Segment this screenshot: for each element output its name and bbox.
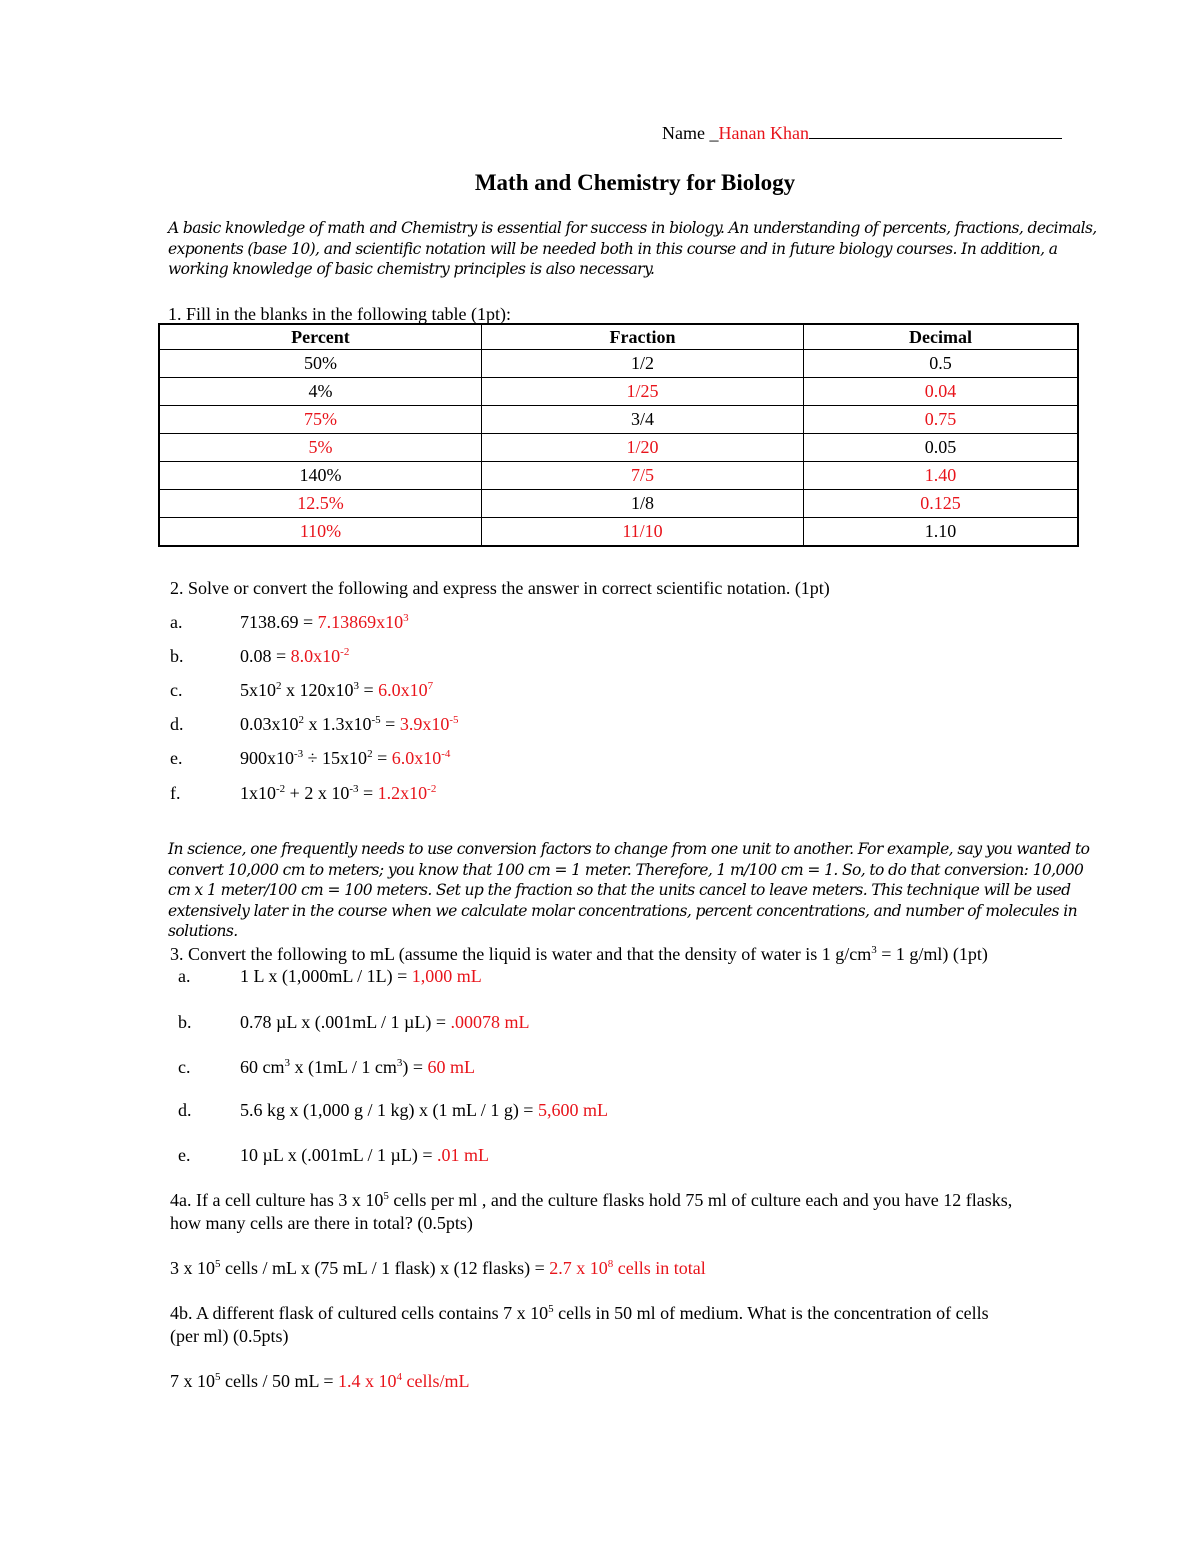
q2-item-answer: $6.0x10^{-4}$	[391, 748, 451, 768]
cell-decimal: 0.04	[804, 378, 1079, 406]
cell-percent: 12.5%	[159, 490, 482, 518]
cell-fraction: 1/8	[482, 490, 804, 518]
cell-fraction: 1/2	[482, 350, 804, 378]
q3-item-expression: 10 µL x (.001mL / 1 µL) = .01 mL	[240, 1145, 490, 1165]
q2-item-answer: $8.0x10^{-2}$	[290, 646, 350, 666]
cell-decimal: 1.10	[804, 518, 1079, 547]
cell-fraction: 1/20	[482, 434, 804, 462]
q3-item-expression: 60 $cm^3$ x (1mL / 1 $cm^3) = 60$ mL	[240, 1057, 475, 1077]
q3-item-label: d.	[178, 1100, 192, 1120]
q2-item-expression: $1x10^{-2} + 2$ x $10^{-3} = 1.2x10^{-2}$	[240, 783, 437, 803]
cell-percent: 5%	[159, 434, 482, 462]
q3-item-expression: 1 L x (1,000mL / 1L) = 1,000 mL	[240, 966, 482, 986]
q2-item-label: c.	[170, 680, 183, 700]
conversion-table	[158, 323, 1079, 547]
header-percent: Percent	[159, 324, 482, 350]
table-row	[159, 518, 1078, 547]
table-row	[159, 406, 1078, 434]
q2-item-label: e.	[170, 748, 183, 768]
q2-item-expression: $5x10^2$ x $120x10^3 = 6.0x10^7$	[240, 680, 434, 700]
table-row	[159, 434, 1078, 462]
cell-decimal: 0.125	[804, 490, 1079, 518]
table-body	[159, 350, 1078, 547]
header-fraction: Fraction	[482, 324, 804, 350]
q1-prompt: 1. Fill in the blanks in the following table (1pt):	[168, 304, 511, 324]
table-row	[159, 490, 1078, 518]
q4b-answer-line	[170, 1371, 469, 1392]
conversion-note: In science, one frequently needs to use conversion factors to change from one unit to another. For example, say you wanted to convert 10,000 cm to meters; you know that 100 cm = 1 meter. Therefore, 1 m/100 cm = 1. So, to do that conversion: 10,000 cm x 1 meter/100 cm = 100 meters. Set up the fraction so that the units cancel to leave meters. This technique will be used extensively later in the course when we calculate molar concentrations, percent concentrations, and number of molecules in solutions.	[168, 840, 1090, 940]
q3-item-answer: .00078 mL	[450, 1012, 530, 1032]
header-decimal: Decimal	[804, 324, 1079, 350]
q2-item-label: d.	[170, 714, 184, 734]
table-row	[159, 462, 1078, 490]
q2-item-expression: $0.03x10^2$ x $1.3x10^{-5} = 3.9x10^{-5}$	[240, 714, 459, 734]
q3-item-label: e.	[178, 1145, 191, 1165]
q2-item-expression: $900x10^{-3} \div 15x10^2 = 6.0x10^{-4}$	[240, 748, 451, 768]
q3-item-answer: .01 mL	[437, 1145, 490, 1165]
q3-prompt: 3. Convert the following to mL (assume the liquid is water and that the density of water is 1 $g/cm^3 = 1$ g/ml) (1pt)	[170, 944, 988, 964]
q3-item-label: a.	[178, 966, 191, 986]
page-title: Math and Chemistry for Biology	[474, 170, 796, 195]
q4a-work: 3 x $10^5$ cells / mL x (75 mL / 1 flask) x (12 flasks) =	[170, 1258, 550, 1278]
q2-item-label: b.	[170, 646, 184, 666]
q2-item-answer: $6.0x10^7$	[378, 680, 434, 700]
cell-percent: 50%	[159, 350, 482, 378]
name-label: Name _	[662, 123, 719, 143]
cell-decimal: 0.05	[804, 434, 1079, 462]
cell-decimal: 1.40	[804, 462, 1079, 490]
name-underline	[809, 124, 1062, 139]
q2-item-expression: $0.08 = 8.0x10^{-2}$	[240, 646, 350, 666]
q4b-prompt-line2: (per ml) (0.5pts)	[170, 1326, 289, 1346]
q3-item-answer: 1,000 mL	[411, 966, 482, 986]
intro-paragraph: A basic knowledge of math and Chemistry is essential for success in biology. An understanding of percents, fractions, decimals, exponents (base 10), and scientific notation will be needed both in this course and in future biology courses. In addition, a working knowledge of basic chemistry principles is also necessary.	[168, 219, 1097, 278]
q2-item-expression: $7138.69 = 7.13869x10^3$	[240, 612, 409, 632]
q4a-answer: 2.7 x $10^8$ cells in total	[549, 1258, 706, 1278]
q2-item-answer: $3.9x10^{-5}$	[399, 714, 459, 734]
q4b-work: 7 x $10^5$ cells / 50 mL =	[170, 1371, 338, 1391]
cell-percent: 110%	[159, 518, 482, 547]
q2-item-label: a.	[170, 612, 183, 632]
q2-item-answer: $1.2x10^{-2}$	[377, 783, 437, 803]
cell-fraction: 7/5	[482, 462, 804, 490]
q2-item-answer: $7.13869x10^3$	[317, 612, 409, 632]
table-row	[159, 378, 1078, 406]
cell-decimal: 0.75	[804, 406, 1079, 434]
name-line	[662, 123, 1062, 144]
q3-item-expression: 5.6 kg x (1,000 g / 1 kg) x (1 mL / 1 g) = 5,600 mL	[240, 1100, 608, 1120]
q4b-answer: 1.4 x $10^4$ cells/mL	[337, 1371, 470, 1391]
name-value: Hanan Khan	[718, 123, 809, 143]
q4b-prompt-line1: 4b. A different flask of cultured cells contains 7 x $10^5$ cells in 50 ml of medium. What is the concentration of cells	[170, 1303, 989, 1323]
cell-decimal: 0.5	[804, 350, 1079, 378]
cell-percent: 4%	[159, 378, 482, 406]
q3-item-expression: 0.78 µL x (.001mL / 1 µL) = .00078 mL	[240, 1012, 530, 1032]
cell-fraction: 1/25	[482, 378, 804, 406]
q3-item-label: b.	[178, 1012, 192, 1032]
q4a-prompt-line1: 4a. If a cell culture has 3 x $10^5$ cells per ml , and the culture flasks hold 75 ml of culture each and you have 12 flasks,	[170, 1190, 1013, 1210]
table-header-row	[159, 324, 1078, 350]
q2-item-label: f.	[170, 783, 181, 803]
cell-percent: 140%	[159, 462, 482, 490]
cell-percent: 75%	[159, 406, 482, 434]
q3-item-label: c.	[178, 1057, 191, 1077]
table-row	[159, 350, 1078, 378]
q4a-answer-line	[170, 1258, 706, 1279]
cell-fraction: 11/10	[482, 518, 804, 547]
q2-prompt: 2. Solve or convert the following and express the answer in correct scientific notation. (1pt)	[170, 578, 830, 598]
q4a-prompt-line2: how many cells are there in total? (0.5pts)	[170, 1213, 473, 1233]
q3-item-answer: 5,600 mL	[537, 1100, 608, 1120]
cell-fraction: 3/4	[482, 406, 804, 434]
q3-item-answer: 60 mL	[427, 1057, 475, 1077]
